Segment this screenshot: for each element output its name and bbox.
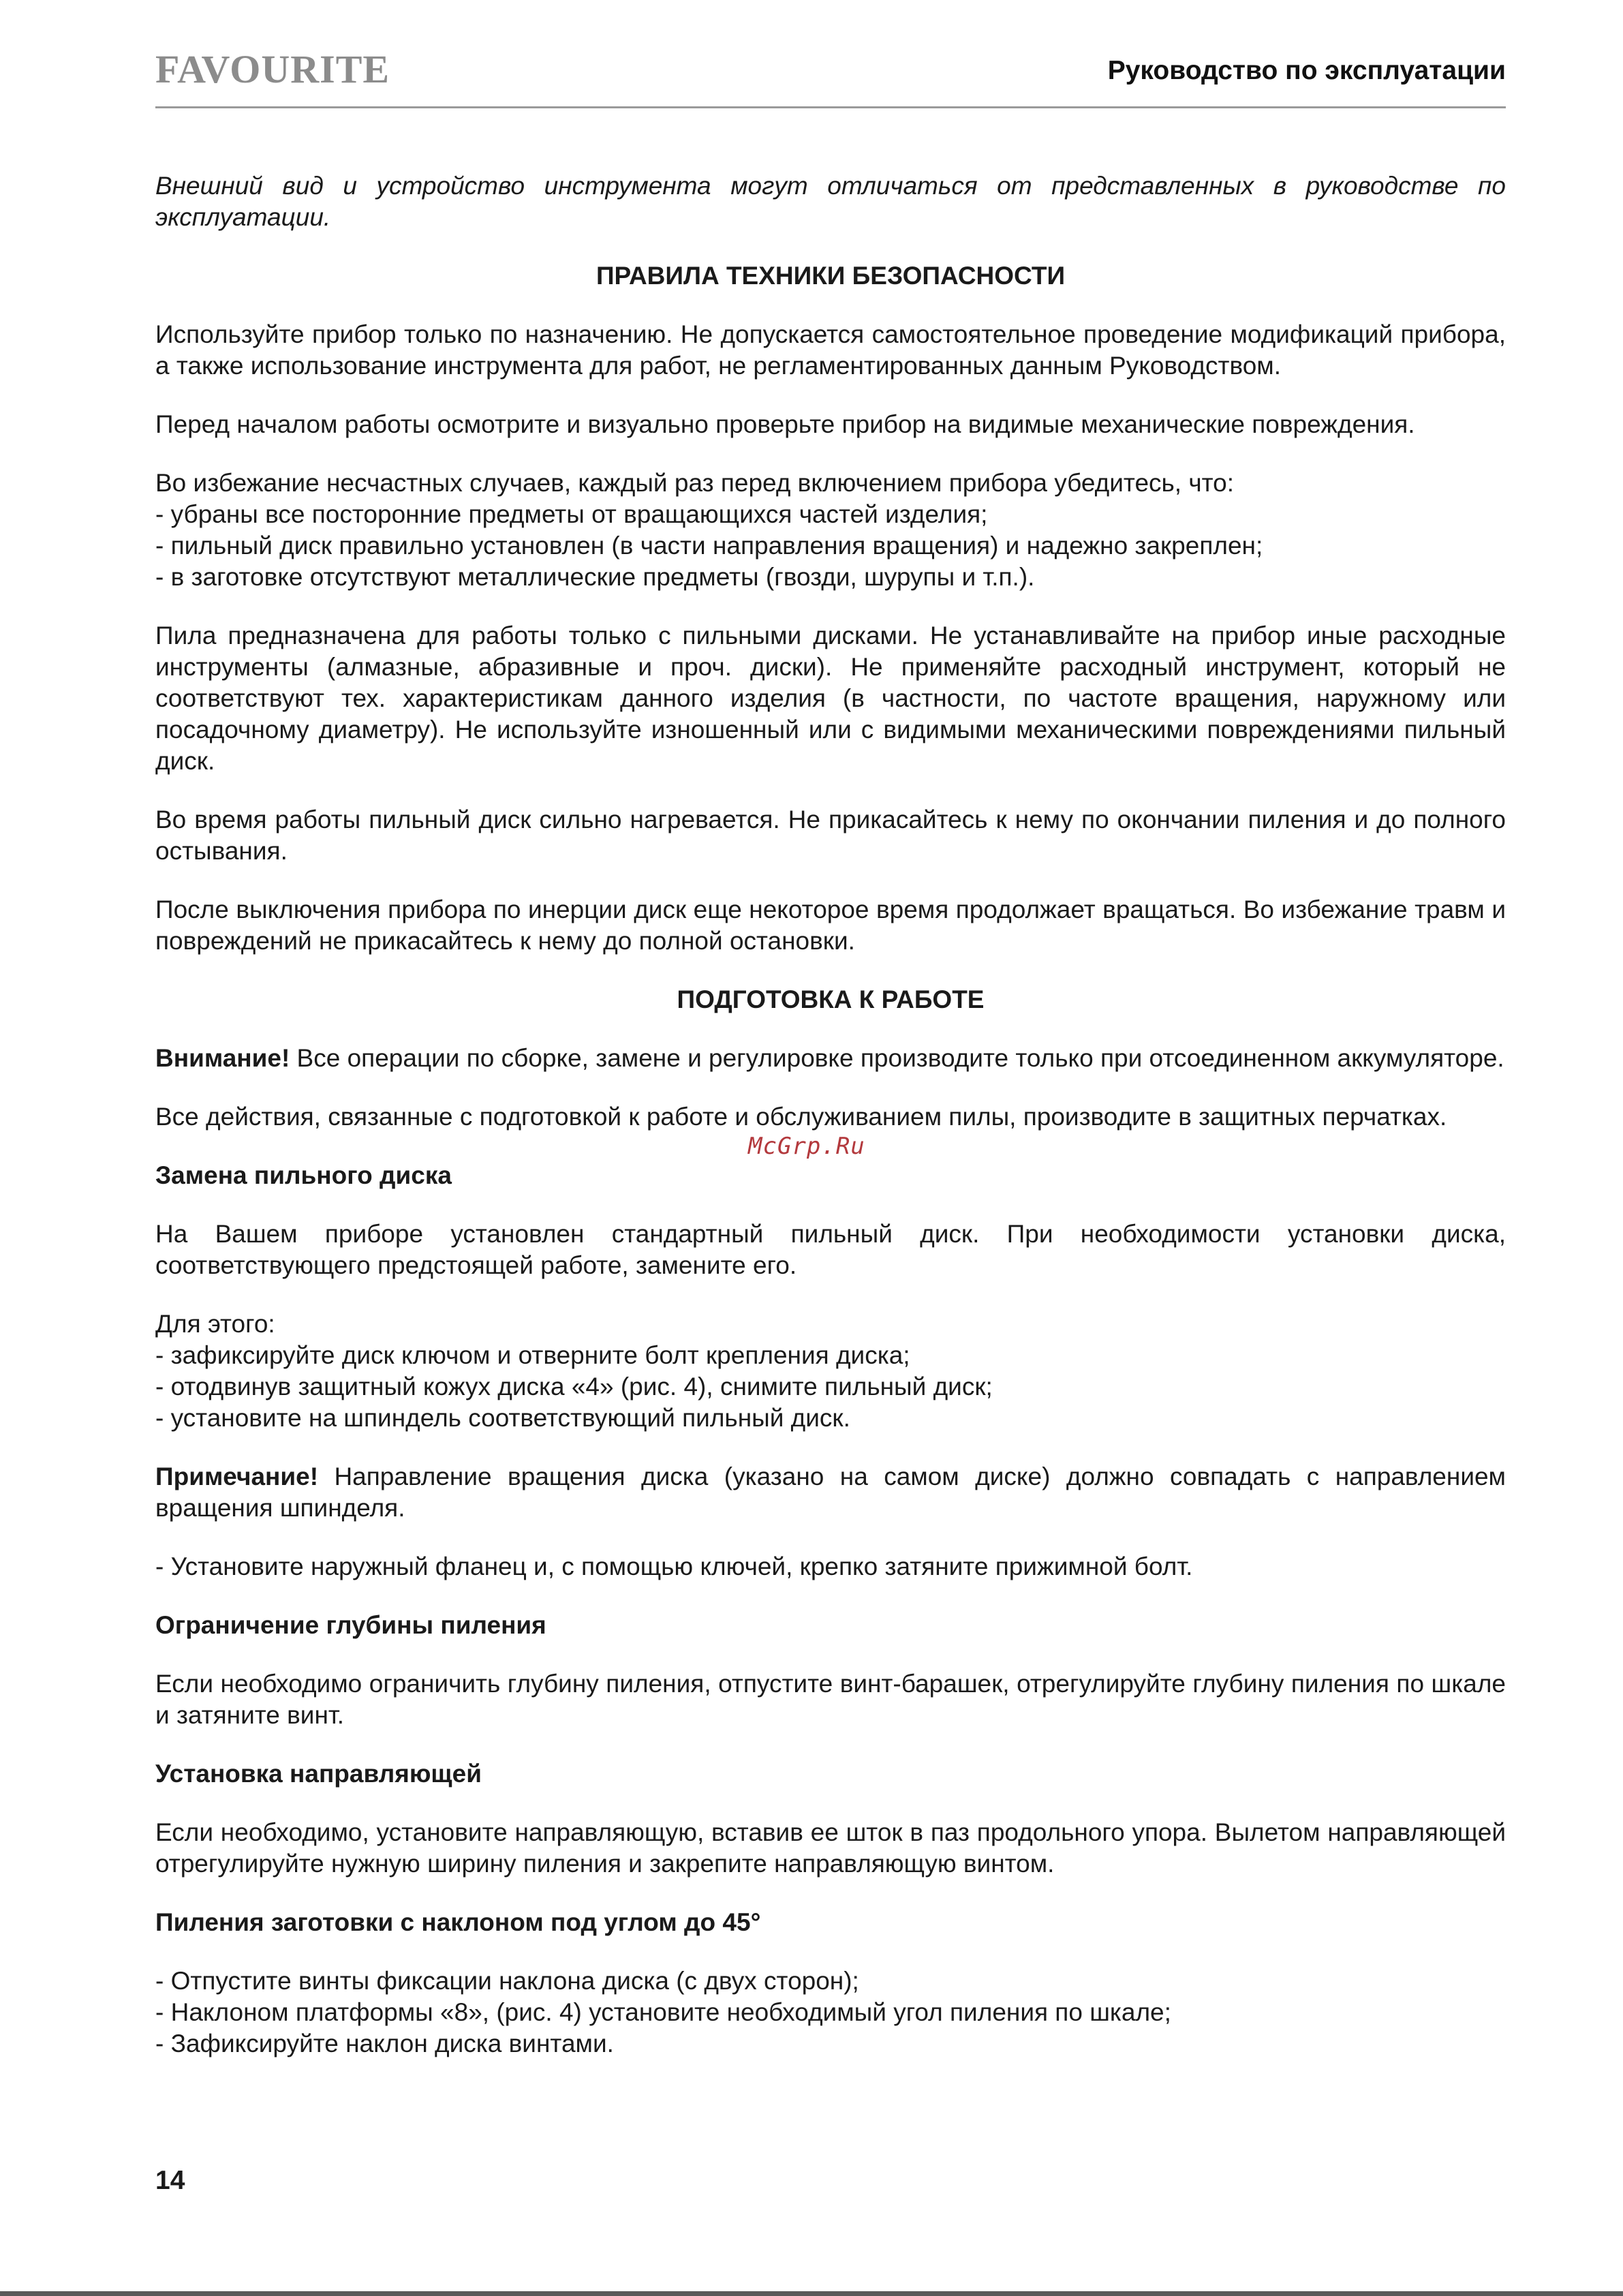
step-line: - Наклоном платформы «8», (рис. 4) установите необходимый угол пиления по шкале;: [155, 1998, 1171, 2026]
disc-paragraph: На Вашем приборе установлен стандартный пильный диск. При необходимости установки диска, соответствующего предстоящей работе, замените его.: [155, 1220, 1506, 1279]
bevel-steps: [155, 1965, 1506, 2060]
bottom-divider: [0, 2291, 1623, 2296]
subheading-depth: Ограничение глубины пиления: [155, 1611, 546, 1639]
section-title-preparation: ПОДГОТОВКА К РАБОТЕ: [677, 985, 985, 1013]
intro-note: Внешний вид и устройство инструмента могут отличаться от представленных в руководстве по эксплуатации.: [155, 172, 1506, 231]
checklist-line: - пильный диск правильно установлен (в части направления вращения) и надежно закреплен;: [155, 532, 1263, 560]
step-line: Для этого:: [155, 1310, 275, 1338]
attention-label: Внимание!: [155, 1044, 290, 1072]
safety-checklist: [155, 468, 1506, 593]
attention-text: Все операции по сборке, замене и регулировке производите только при отсоединенном аккумуляторе.: [290, 1044, 1504, 1072]
disc-steps: [155, 1308, 1506, 1434]
subheading-disc: Замена пильного диска: [155, 1161, 452, 1189]
safety-paragraph: Перед началом работы осмотрите и визуально проверьте прибор на видимые механические повреждения.: [155, 410, 1415, 438]
brand-logo: FAVOURITE: [155, 47, 390, 91]
safety-paragraph: Во время работы пильный диск сильно нагревается. Не прикасайтесь к нему по окончании пиления и до полного остывания.: [155, 806, 1506, 865]
flange-paragraph: - Установите наружный фланец и, с помощью ключей, крепко затяните прижимной болт.: [155, 1552, 1193, 1580]
gloves-paragraph: Все действия, связанные с подготовкой к работе и обслуживанием пилы, производите в защитных перчатках.: [155, 1103, 1447, 1131]
safety-paragraph: После выключения прибора по инерции диск еще некоторое время продолжает вращаться. Во избежание травм и повреждений не прикасайтесь к нему до полной остановки.: [155, 896, 1506, 955]
step-line: - Зафиксируйте наклон диска винтами.: [155, 2030, 614, 2057]
safety-paragraph: Пила предназначена для работы только с пильными дисками. Не устанавливайте на прибор иные расходные инструменты (алмазные, абразивные и проч. диски). Не применяйте расходный инструмент, который не соответствуют тех. характеристикам данного изделия (в частности, по частоте вращения, наружному или посадочному диаметру). Не используйте изношенный или с видимыми механическими повреждениями пильный диск.: [155, 622, 1506, 775]
step-line: - зафиксируйте диск ключом и отверните болт крепления диска;: [155, 1341, 910, 1369]
note-paragraph: [155, 1461, 1506, 1524]
guide-paragraph: Если необходимо, установите направляющую, вставив ее шток в паз продольного упора. Вылетом направляющей отрегулируйте нужную ширину пиления и закрепите направляющую винтом.: [155, 1818, 1506, 1878]
page-header: [155, 41, 1506, 108]
step-line: - отодвинув защитный кожух диска «4» (рис. 4), снимите пильный диск;: [155, 1373, 993, 1400]
subheading-guide: Установка направляющей: [155, 1760, 482, 1788]
watermark-text: McGrp.Ru: [748, 1133, 865, 1160]
step-line: - установите на шпиндель соответствующий пильный диск.: [155, 1404, 850, 1432]
note-label: Примечание!: [155, 1463, 319, 1490]
page-content: [155, 170, 1506, 2087]
header-title: Руководство по эксплуатации: [1107, 56, 1506, 85]
safety-paragraph: Используйте прибор только по назначению. Не допускается самостоятельное проведение модификаций прибора, а также использование инструмента для работ, не регламентированных данным Руководством.: [155, 320, 1506, 380]
checklist-line: - убраны все посторонние предметы от вращающихся частей изделия;: [155, 500, 988, 528]
page-number: 14: [155, 2166, 185, 2195]
section-title-safety: ПРАВИЛА ТЕХНИКИ БЕЗОПАСНОСТИ: [596, 262, 1066, 290]
checklist-line: Во избежание несчастных случаев, каждый раз перед включением прибора убедитесь, что:: [155, 469, 1235, 497]
attention-paragraph: [155, 1043, 1506, 1074]
note-text: Направление вращения диска (указано на самом диске) должно совпадать с направлением вращения шпинделя.: [155, 1463, 1506, 1522]
step-line: - Отпустите винты фиксации наклона диска (с двух сторон);: [155, 1967, 859, 1995]
subheading-bevel: Пиления заготовки с наклоном под углом до 45°: [155, 1908, 761, 1936]
checklist-line: - в заготовке отсутствуют металлические предметы (гвозди, шурупы и т.п.).: [155, 563, 1035, 591]
depth-paragraph: Если необходимо ограничить глубину пиления, отпустите винт-барашек, отрегулируйте глубину пиления по шкале и затяните винт.: [155, 1670, 1506, 1729]
